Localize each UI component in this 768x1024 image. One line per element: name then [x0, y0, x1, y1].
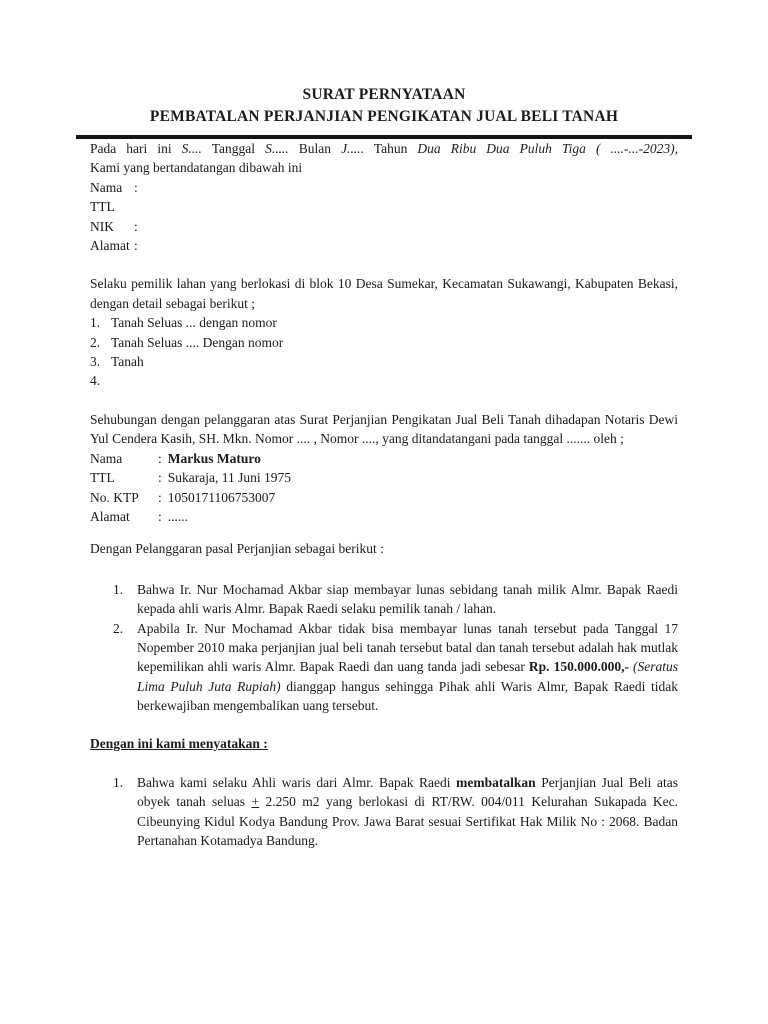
field-value: 1050171106753007 [167, 489, 276, 505]
field-colon: : [134, 218, 138, 234]
list-number: 3. [90, 354, 101, 370]
declaration-list [90, 773, 678, 851]
list-item [90, 333, 678, 352]
field-label: Nama [90, 179, 123, 195]
list-number: 1. [113, 774, 124, 790]
field-row-ttl [90, 197, 678, 216]
list-number: 2. [90, 334, 101, 350]
field-colon: : [134, 238, 138, 254]
list-text: Bahwa Ir. Nur Mochamad Akbar siap membayar lunas sebidang tanah milik Almr. Bapak Raedi kepada ahli waris Almr. Bapak Raedi selaku pemilik tanah / lahan. [137, 581, 678, 617]
field-label: TTL [90, 470, 115, 486]
list-item [90, 352, 678, 371]
list-text: Apabila Ir. Nur Mochamad Akbar tidak bisa membayar lunas tanah tersebut pada Tanggal 17 Nopember 2010 maka perjanjian jual beli tanah tersebut batal dan tanah tersebut adalah hak mutlak kepemilikan ahli waris Almr. Bapak Raedi dan uang tanda jadi sebesar Rp. 150.000.000,- (Seratus Lima Puluh Juta Rupiah) dianggap hangus sehingga Pihak ahli Waris Almr, Bapak Raedi tidak berkewajiban mengembalikan uang tersebut. [137, 620, 679, 714]
declarant-fields [90, 178, 678, 256]
list-number: 1. [90, 315, 101, 331]
list-item [90, 313, 678, 332]
field-row-nama [90, 449, 678, 468]
field-colon: : [158, 450, 162, 466]
field-colon: : [158, 470, 162, 486]
list-item [113, 773, 678, 851]
field-value: ...... [167, 508, 189, 524]
list-text: Bahwa kami selaku Ahli waris dari Almr. Bapak Raedi membatalkan Perjanjian Jual Beli atas obyek tanah seluas + 2.250 m2 yang berlokasi di RT/RW. 004/011 Kelurahan Sukapada Kec. Cibeunying Kidul Kodya Bandung Prov. Jawa Barat sesuai Sertifikat Hak Milik No : 2068. Badan Pertanahan Kotamadya Bandung. [137, 774, 678, 849]
field-row-nik [90, 217, 678, 236]
field-colon: : [158, 489, 162, 505]
list-item [90, 371, 678, 390]
violation-list [90, 580, 678, 716]
violation-intro-paragraph: Sehubungan dengan pelanggaran atas Surat Perjanjian Pengikatan Jual Beli Tanah dihadapan Notaris Dewi Yul Cendera Kasih, SH. Mkn. Nomor .... , Nomor ...., yang ditandatangani pada tanggal ....... oleh ; [90, 411, 678, 447]
field-label: Alamat [90, 238, 130, 254]
document-title-line-1: SURAT PERNYATAAN [302, 86, 466, 103]
list-item [113, 619, 678, 716]
field-value: Sukaraja, 11 Juni 1975 [167, 470, 291, 486]
field-label: Nama [90, 450, 123, 466]
list-text [111, 371, 678, 390]
opening-paragraph-line-1: Pada hari ini S.... Tanggal S..... Bulan J..... Tahun Dua Ribu Dua Puluh Tiga ( ....-...-2023), [90, 141, 679, 156]
opening-paragraph-line-2: Kami yang bertandatangan dibawah ini [90, 160, 303, 176]
field-row-alamat [90, 236, 678, 255]
land-location-paragraph: Selaku pemilik lahan yang berlokasi di blok 10 Desa Sumekar, Kecamatan Sukawangi, Kabupaten Bekasi, dengan detail sebagai berikut ; [90, 276, 678, 311]
field-colon: : [158, 508, 162, 524]
field-value: Markus Maturo [167, 450, 261, 466]
field-colon: : [134, 179, 138, 195]
document-title-line-2: PEMBATALAN PERJANJIAN PENGIKATAN JUAL BELI TANAH [149, 108, 619, 125]
field-row-ttl [90, 468, 678, 487]
list-number: 2. [113, 620, 124, 636]
land-parcel-list [90, 313, 678, 391]
list-number: 1. [113, 581, 124, 597]
field-label: Alamat [90, 508, 130, 524]
field-row-alamat [90, 507, 678, 526]
declaration-heading: Dengan ini kami menyatakan : [90, 735, 268, 751]
list-text: Tanah Seluas ... dengan nomor [111, 315, 277, 331]
field-label: NIK [90, 218, 114, 234]
list-text: Tanah Seluas .... Dengan nomor [111, 334, 284, 350]
list-item [113, 580, 678, 619]
field-label: TTL [90, 199, 115, 215]
list-number: 4. [90, 373, 101, 389]
seller-fields [90, 449, 678, 527]
field-label: No. KTP [90, 489, 139, 505]
field-row-no-ktp [90, 488, 678, 507]
list-text: Tanah [111, 354, 144, 370]
violation-lead-paragraph: Dengan Pelanggaran pasal Perjanjian sebagai berikut : [90, 541, 384, 557]
field-row-nama [90, 178, 678, 197]
